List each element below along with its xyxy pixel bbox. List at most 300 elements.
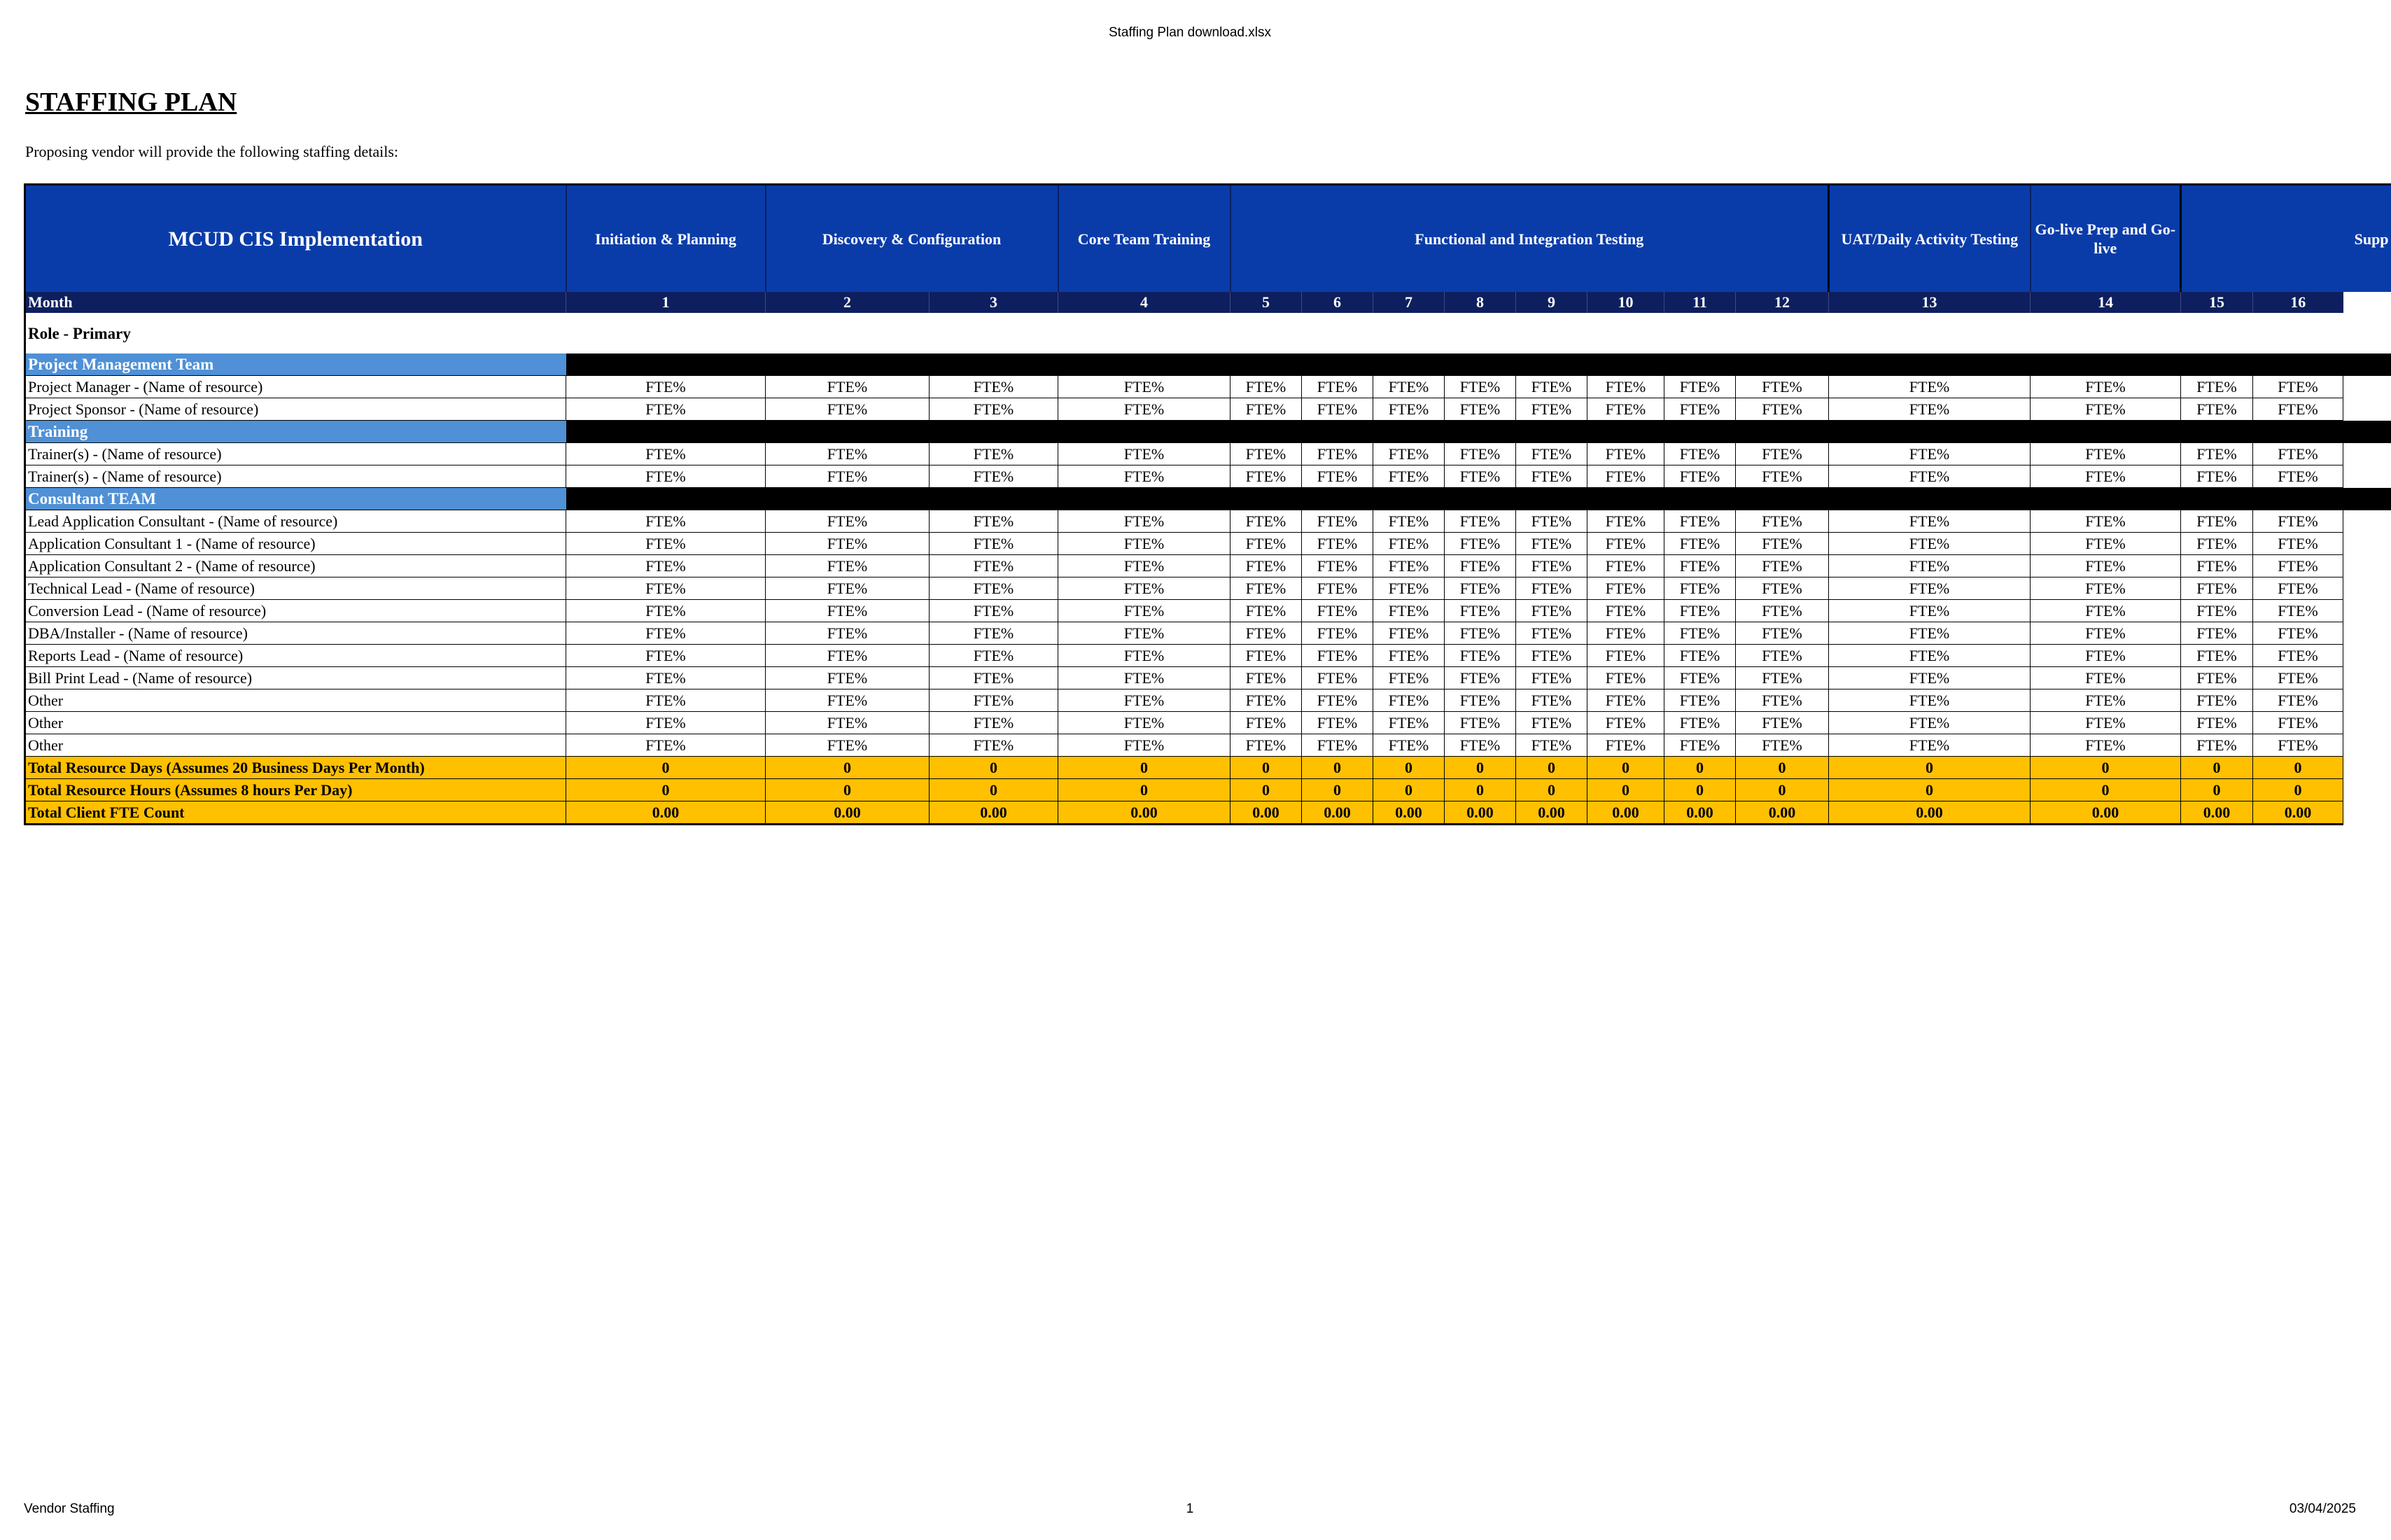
fte-cell[interactable]: FTE%	[2253, 734, 2343, 757]
fte-cell[interactable]: FTE%	[1829, 555, 2031, 578]
fte-cell[interactable]: FTE%	[1058, 555, 1230, 578]
fte-cell[interactable]: FTE%	[566, 690, 766, 712]
fte-cell[interactable]: FTE%	[2031, 376, 2181, 398]
fte-cell[interactable]: FTE%	[2031, 622, 2181, 645]
fte-cell[interactable]: FTE%	[1664, 578, 1736, 600]
fte-cell[interactable]: FTE%	[1058, 376, 1230, 398]
fte-cell[interactable]: FTE%	[566, 645, 766, 667]
fte-cell[interactable]: FTE%	[930, 398, 1058, 421]
fte-cell[interactable]: FTE%	[2253, 667, 2343, 690]
fte-cell[interactable]: FTE%	[1445, 622, 1516, 645]
role-name[interactable]: Application Consultant 1 - (Name of resource)	[25, 533, 566, 555]
fte-cell[interactable]: FTE%	[2031, 667, 2181, 690]
fte-cell[interactable]: FTE%	[1587, 555, 1664, 578]
fte-cell[interactable]: FTE%	[930, 600, 1058, 622]
fte-cell[interactable]: FTE%	[1373, 712, 1445, 734]
fte-cell[interactable]: FTE%	[930, 465, 1058, 488]
fte-cell[interactable]: FTE%	[1516, 533, 1587, 555]
table-row	[25, 690, 2391, 712]
fte-cell[interactable]: FTE%	[766, 533, 930, 555]
fte-cell[interactable]: FTE%	[1516, 600, 1587, 622]
fte-cell[interactable]: FTE%	[2253, 533, 2343, 555]
fte-cell[interactable]: FTE%	[1736, 443, 1829, 465]
total-value: 0	[566, 757, 766, 779]
fte-cell[interactable]: FTE%	[1516, 712, 1587, 734]
total-value: 0	[1664, 757, 1736, 779]
fte-cell[interactable]: FTE%	[2181, 398, 2253, 421]
month-16: 16	[2253, 292, 2343, 313]
fte-cell[interactable]: FTE%	[1664, 600, 1736, 622]
total-value: 0	[1230, 779, 1302, 802]
total-value: 0	[1058, 757, 1230, 779]
fte-cell[interactable]: FTE%	[1058, 443, 1230, 465]
total-value: 0	[1373, 757, 1445, 779]
fte-cell[interactable]: FTE%	[1664, 712, 1736, 734]
fte-cell[interactable]: FTE%	[1230, 398, 1302, 421]
fte-cell[interactable]: FTE%	[566, 555, 766, 578]
month-4: 4	[1058, 292, 1230, 313]
role-name[interactable]: Trainer(s) - (Name of resource)	[25, 443, 566, 465]
fte-cell[interactable]: FTE%	[930, 510, 1058, 533]
fte-cell[interactable]: FTE%	[2031, 734, 2181, 757]
fte-cell[interactable]: FTE%	[1516, 443, 1587, 465]
fte-cell[interactable]: FTE%	[2253, 555, 2343, 578]
fte-cell[interactable]: FTE%	[1230, 555, 1302, 578]
fte-cell[interactable]: FTE%	[1445, 555, 1516, 578]
fte-cell[interactable]: FTE%	[2253, 712, 2343, 734]
fte-cell[interactable]: FTE%	[1058, 712, 1230, 734]
fte-cell[interactable]: FTE%	[1829, 690, 2031, 712]
month-7: 7	[1373, 292, 1445, 313]
fte-cell[interactable]: FTE%	[2031, 533, 2181, 555]
fte-cell[interactable]: FTE%	[1302, 712, 1373, 734]
fte-cell[interactable]: FTE%	[930, 712, 1058, 734]
fte-cell[interactable]: FTE%	[1373, 555, 1445, 578]
fte-cell[interactable]: FTE%	[1736, 622, 1829, 645]
role-name[interactable]: Other	[25, 712, 566, 734]
fte-cell[interactable]: FTE%	[766, 622, 930, 645]
role-name[interactable]: Project Manager - (Name of resource)	[25, 376, 566, 398]
fte-cell[interactable]: FTE%	[1664, 690, 1736, 712]
total-value: 0.00	[1058, 802, 1230, 825]
total-value: 0	[1058, 779, 1230, 802]
fte-cell[interactable]: FTE%	[2181, 510, 2253, 533]
total-label: Total Resource Days (Assumes 20 Business Days Per Month)	[25, 757, 566, 779]
fte-cell[interactable]: FTE%	[1516, 734, 1587, 757]
month-12: 12	[1736, 292, 1829, 313]
fte-cell[interactable]: FTE%	[566, 510, 766, 533]
fte-cell[interactable]: FTE%	[2181, 443, 2253, 465]
fte-cell[interactable]: FTE%	[1058, 465, 1230, 488]
fte-cell[interactable]: FTE%	[1516, 376, 1587, 398]
month-5: 5	[1230, 292, 1302, 313]
role-name[interactable]: Project Sponsor - (Name of resource)	[25, 398, 566, 421]
role-name[interactable]: Conversion Lead - (Name of resource)	[25, 600, 566, 622]
role-name[interactable]: Lead Application Consultant - (Name of resource)	[25, 510, 566, 533]
fte-cell[interactable]: FTE%	[1664, 734, 1736, 757]
fte-cell[interactable]: FTE%	[2181, 734, 2253, 757]
fte-cell[interactable]: FTE%	[766, 712, 930, 734]
fte-cell[interactable]: FTE%	[2031, 398, 2181, 421]
row-spacer	[2343, 398, 2391, 421]
fte-cell[interactable]: FTE%	[2253, 690, 2343, 712]
fte-cell[interactable]: FTE%	[2031, 510, 2181, 533]
fte-cell[interactable]: FTE%	[1373, 734, 1445, 757]
fte-cell[interactable]: FTE%	[1736, 578, 1829, 600]
fte-cell[interactable]: FTE%	[2031, 578, 2181, 600]
phase-initiation-planning: Initiation & Planning	[566, 185, 766, 293]
row-spacer	[2343, 600, 2391, 622]
fte-cell[interactable]: FTE%	[1302, 690, 1373, 712]
fte-cell[interactable]: FTE%	[1664, 465, 1736, 488]
role-name[interactable]: Application Consultant 2 - (Name of resource)	[25, 555, 566, 578]
fte-cell[interactable]: FTE%	[1445, 376, 1516, 398]
month-row-spacer	[2343, 292, 2391, 313]
fte-cell[interactable]: FTE%	[2253, 465, 2343, 488]
page-title: STAFFING PLAN	[25, 88, 237, 117]
fte-cell[interactable]: FTE%	[1302, 465, 1373, 488]
staffing-table-container	[24, 183, 2389, 883]
total-value: 0.00	[1445, 802, 1516, 825]
fte-cell[interactable]: FTE%	[1302, 645, 1373, 667]
fte-cell[interactable]: FTE%	[2181, 712, 2253, 734]
fte-cell[interactable]: FTE%	[566, 376, 766, 398]
fte-cell[interactable]: FTE%	[1373, 465, 1445, 488]
fte-cell[interactable]: FTE%	[2031, 690, 2181, 712]
fte-cell[interactable]: FTE%	[1230, 376, 1302, 398]
fte-cell[interactable]: FTE%	[1302, 533, 1373, 555]
fte-cell[interactable]: FTE%	[1445, 398, 1516, 421]
fte-cell[interactable]: FTE%	[566, 667, 766, 690]
fte-cell[interactable]: FTE%	[1736, 712, 1829, 734]
month-3: 3	[930, 292, 1058, 313]
fte-cell[interactable]: FTE%	[566, 465, 766, 488]
fte-cell[interactable]: FTE%	[1587, 465, 1664, 488]
fte-cell[interactable]: FTE%	[1829, 533, 2031, 555]
fte-cell[interactable]: FTE%	[1230, 667, 1302, 690]
fte-cell[interactable]: FTE%	[1587, 600, 1664, 622]
fte-cell[interactable]: FTE%	[1664, 398, 1736, 421]
fte-cell[interactable]: FTE%	[1302, 555, 1373, 578]
fte-cell[interactable]: FTE%	[1373, 376, 1445, 398]
fte-cell[interactable]: FTE%	[1516, 622, 1587, 645]
fte-cell[interactable]: FTE%	[1587, 533, 1664, 555]
fte-cell[interactable]: FTE%	[766, 398, 930, 421]
fte-cell[interactable]: FTE%	[766, 734, 930, 757]
fte-cell[interactable]: FTE%	[1445, 712, 1516, 734]
fte-cell[interactable]: FTE%	[1664, 555, 1736, 578]
fte-cell[interactable]: FTE%	[1587, 510, 1664, 533]
fte-cell[interactable]: FTE%	[2253, 578, 2343, 600]
fte-cell[interactable]: FTE%	[766, 376, 930, 398]
project-title: MCUD CIS Implementation	[25, 185, 566, 293]
fte-cell[interactable]: FTE%	[1587, 690, 1664, 712]
fte-cell[interactable]: FTE%	[1736, 398, 1829, 421]
fte-cell[interactable]: FTE%	[1736, 690, 1829, 712]
fte-cell[interactable]: FTE%	[2181, 465, 2253, 488]
fte-cell[interactable]: FTE%	[566, 600, 766, 622]
fte-cell[interactable]: FTE%	[1664, 376, 1736, 398]
fte-cell[interactable]: FTE%	[1058, 734, 1230, 757]
fte-cell[interactable]: FTE%	[1829, 443, 2031, 465]
fte-cell[interactable]: FTE%	[1373, 578, 1445, 600]
fte-cell[interactable]: FTE%	[930, 533, 1058, 555]
fte-cell[interactable]: FTE%	[1587, 734, 1664, 757]
row-spacer	[2343, 443, 2391, 465]
fte-cell[interactable]: FTE%	[930, 443, 1058, 465]
fte-cell[interactable]: FTE%	[1230, 734, 1302, 757]
total-value: 0	[1736, 779, 1829, 802]
role-name[interactable]: Other	[25, 690, 566, 712]
fte-cell[interactable]: FTE%	[1516, 578, 1587, 600]
fte-cell[interactable]: FTE%	[2181, 578, 2253, 600]
role-name[interactable]: Bill Print Lead - (Name of resource)	[25, 667, 566, 690]
fte-cell[interactable]: FTE%	[766, 510, 930, 533]
fte-cell[interactable]: FTE%	[1302, 734, 1373, 757]
fte-cell[interactable]: FTE%	[1664, 443, 1736, 465]
fte-cell[interactable]: FTE%	[1230, 712, 1302, 734]
fte-cell[interactable]: FTE%	[1736, 645, 1829, 667]
fte-cell[interactable]: FTE%	[1445, 578, 1516, 600]
fte-cell[interactable]: FTE%	[1664, 510, 1736, 533]
fte-cell[interactable]: FTE%	[1516, 667, 1587, 690]
fte-cell[interactable]: FTE%	[1230, 465, 1302, 488]
fte-cell[interactable]: FTE%	[930, 734, 1058, 757]
fte-cell[interactable]: FTE%	[1445, 533, 1516, 555]
fte-cell[interactable]: FTE%	[2181, 555, 2253, 578]
section-bar	[566, 488, 2391, 510]
fte-cell[interactable]: FTE%	[2253, 510, 2343, 533]
fte-cell[interactable]: FTE%	[1516, 398, 1587, 421]
fte-cell[interactable]: FTE%	[1736, 555, 1829, 578]
fte-cell[interactable]: FTE%	[1516, 645, 1587, 667]
table-row	[25, 465, 2391, 488]
fte-cell[interactable]: FTE%	[1373, 645, 1445, 667]
fte-cell[interactable]: FTE%	[1445, 600, 1516, 622]
fte-cell[interactable]: FTE%	[930, 690, 1058, 712]
fte-cell[interactable]: FTE%	[1664, 533, 1736, 555]
fte-cell[interactable]: FTE%	[1587, 398, 1664, 421]
fte-cell[interactable]: FTE%	[1445, 443, 1516, 465]
fte-cell[interactable]: FTE%	[930, 667, 1058, 690]
fte-cell[interactable]: FTE%	[566, 443, 766, 465]
fte-cell[interactable]: FTE%	[2181, 376, 2253, 398]
staffing-table	[24, 183, 2391, 825]
fte-cell[interactable]: FTE%	[1302, 510, 1373, 533]
fte-cell[interactable]: FTE%	[1736, 734, 1829, 757]
fte-cell[interactable]: FTE%	[1230, 578, 1302, 600]
fte-cell[interactable]: FTE%	[1058, 622, 1230, 645]
fte-cell[interactable]: FTE%	[1445, 734, 1516, 757]
fte-cell[interactable]: FTE%	[1445, 510, 1516, 533]
fte-cell[interactable]: FTE%	[1373, 510, 1445, 533]
role-name[interactable]: Trainer(s) - (Name of resource)	[25, 465, 566, 488]
fte-cell[interactable]: FTE%	[1373, 667, 1445, 690]
fte-cell[interactable]: FTE%	[566, 622, 766, 645]
fte-cell[interactable]: FTE%	[2181, 622, 2253, 645]
fte-cell[interactable]: FTE%	[566, 578, 766, 600]
fte-cell[interactable]: FTE%	[1302, 667, 1373, 690]
total-row	[25, 757, 2391, 779]
total-value: 0.00	[1516, 802, 1587, 825]
fte-cell[interactable]: FTE%	[1445, 690, 1516, 712]
fte-cell[interactable]: FTE%	[2253, 376, 2343, 398]
fte-cell[interactable]: FTE%	[1736, 533, 1829, 555]
fte-cell[interactable]: FTE%	[1829, 510, 2031, 533]
fte-cell[interactable]: FTE%	[2031, 555, 2181, 578]
fte-cell[interactable]: FTE%	[766, 465, 930, 488]
fte-cell[interactable]: FTE%	[766, 690, 930, 712]
fte-cell[interactable]: FTE%	[1736, 465, 1829, 488]
fte-cell[interactable]: FTE%	[1664, 667, 1736, 690]
fte-cell[interactable]: FTE%	[930, 376, 1058, 398]
phase-uat-testing: UAT/Daily Activity Testing	[1829, 185, 2031, 293]
fte-cell[interactable]: FTE%	[2181, 645, 2253, 667]
fte-cell[interactable]: FTE%	[930, 622, 1058, 645]
fte-cell[interactable]: FTE%	[2181, 600, 2253, 622]
fte-cell[interactable]: FTE%	[2031, 443, 2181, 465]
fte-cell[interactable]: FTE%	[2253, 600, 2343, 622]
total-value: 0	[1516, 757, 1587, 779]
fte-cell[interactable]: FTE%	[2253, 622, 2343, 645]
fte-cell[interactable]: FTE%	[1516, 555, 1587, 578]
fte-cell[interactable]: FTE%	[1587, 645, 1664, 667]
fte-cell[interactable]: FTE%	[2181, 533, 2253, 555]
fte-cell[interactable]: FTE%	[766, 600, 930, 622]
fte-cell[interactable]: FTE%	[1302, 578, 1373, 600]
fte-cell[interactable]: FTE%	[1302, 376, 1373, 398]
fte-cell[interactable]: FTE%	[2253, 645, 2343, 667]
fte-cell[interactable]: FTE%	[1829, 376, 2031, 398]
fte-cell[interactable]: FTE%	[1516, 465, 1587, 488]
fte-cell[interactable]: FTE%	[1829, 622, 2031, 645]
phase-go-live: Go-live Prep and Go-live	[2031, 185, 2181, 293]
fte-cell[interactable]: FTE%	[2031, 465, 2181, 488]
fte-cell[interactable]: FTE%	[566, 712, 766, 734]
role-name[interactable]: Other	[25, 734, 566, 757]
fte-cell[interactable]: FTE%	[1058, 398, 1230, 421]
fte-cell[interactable]: FTE%	[1587, 622, 1664, 645]
fte-cell[interactable]: FTE%	[930, 555, 1058, 578]
fte-cell[interactable]: FTE%	[1373, 398, 1445, 421]
month-13: 13	[1829, 292, 2031, 313]
fte-cell[interactable]: FTE%	[1230, 533, 1302, 555]
fte-cell[interactable]: FTE%	[1829, 465, 2031, 488]
fte-cell[interactable]: FTE%	[1302, 443, 1373, 465]
fte-cell[interactable]: FTE%	[1829, 734, 2031, 757]
fte-cell[interactable]: FTE%	[1058, 600, 1230, 622]
fte-cell[interactable]: FTE%	[1373, 533, 1445, 555]
fte-cell[interactable]: FTE%	[566, 734, 766, 757]
role-name[interactable]: DBA/Installer - (Name of resource)	[25, 622, 566, 645]
role-row	[25, 313, 2391, 354]
fte-cell[interactable]: FTE%	[1230, 690, 1302, 712]
footer-date: 03/04/2025	[2289, 1502, 2356, 1516]
fte-cell[interactable]: FTE%	[1445, 645, 1516, 667]
fte-cell[interactable]: FTE%	[2253, 398, 2343, 421]
fte-cell[interactable]: FTE%	[1445, 465, 1516, 488]
fte-cell[interactable]: FTE%	[1587, 376, 1664, 398]
fte-cell[interactable]: FTE%	[1516, 690, 1587, 712]
fte-cell[interactable]: FTE%	[1302, 600, 1373, 622]
fte-cell[interactable]: FTE%	[1736, 667, 1829, 690]
total-value: 0	[1587, 757, 1664, 779]
fte-cell[interactable]: FTE%	[1829, 645, 2031, 667]
fte-cell[interactable]: FTE%	[1373, 690, 1445, 712]
section-label: Training	[25, 421, 566, 443]
fte-cell[interactable]: FTE%	[566, 533, 766, 555]
fte-cell[interactable]: FTE%	[2031, 600, 2181, 622]
fte-cell[interactable]: FTE%	[930, 578, 1058, 600]
fte-cell[interactable]: FTE%	[1058, 510, 1230, 533]
total-value: 0	[930, 779, 1058, 802]
fte-cell[interactable]: FTE%	[2181, 690, 2253, 712]
fte-cell[interactable]: FTE%	[1587, 667, 1664, 690]
fte-cell[interactable]: FTE%	[1736, 376, 1829, 398]
fte-cell[interactable]: FTE%	[1373, 600, 1445, 622]
fte-cell[interactable]: FTE%	[1587, 443, 1664, 465]
fte-cell[interactable]: FTE%	[1058, 578, 1230, 600]
total-value: 0	[1516, 779, 1587, 802]
fte-cell[interactable]: FTE%	[1664, 622, 1736, 645]
fte-cell[interactable]: FTE%	[2031, 645, 2181, 667]
fte-cell[interactable]: FTE%	[1058, 533, 1230, 555]
fte-cell[interactable]: FTE%	[1373, 443, 1445, 465]
fte-cell[interactable]: FTE%	[1587, 578, 1664, 600]
total-value: 0	[1587, 779, 1664, 802]
total-value: 0	[1373, 779, 1445, 802]
fte-cell[interactable]: FTE%	[566, 398, 766, 421]
fte-cell[interactable]: FTE%	[1230, 600, 1302, 622]
fte-cell[interactable]: FTE%	[1829, 398, 2031, 421]
fte-cell[interactable]: FTE%	[766, 667, 930, 690]
fte-cell[interactable]: FTE%	[1302, 398, 1373, 421]
fte-cell[interactable]: FTE%	[1373, 622, 1445, 645]
fte-cell[interactable]: FTE%	[930, 645, 1058, 667]
fte-cell[interactable]: FTE%	[1058, 690, 1230, 712]
fte-cell[interactable]: FTE%	[1664, 645, 1736, 667]
fte-cell[interactable]: FTE%	[766, 555, 930, 578]
fte-cell[interactable]: FTE%	[1058, 645, 1230, 667]
total-value: 0	[2253, 757, 2343, 779]
fte-cell[interactable]: FTE%	[2181, 667, 2253, 690]
fte-cell[interactable]: FTE%	[1736, 600, 1829, 622]
fte-cell[interactable]: FTE%	[1230, 510, 1302, 533]
fte-cell[interactable]: FTE%	[2253, 443, 2343, 465]
fte-cell[interactable]: FTE%	[1829, 712, 2031, 734]
fte-cell[interactable]: FTE%	[1445, 667, 1516, 690]
fte-cell[interactable]: FTE%	[1829, 667, 2031, 690]
fte-cell[interactable]: FTE%	[2031, 712, 2181, 734]
fte-cell[interactable]: FTE%	[1829, 600, 2031, 622]
fte-cell[interactable]: FTE%	[766, 645, 930, 667]
fte-cell[interactable]: FTE%	[1516, 510, 1587, 533]
row-spacer	[2343, 376, 2391, 398]
role-name[interactable]: Reports Lead - (Name of resource)	[25, 645, 566, 667]
fte-cell[interactable]: FTE%	[1230, 622, 1302, 645]
fte-cell[interactable]: FTE%	[1829, 578, 2031, 600]
fte-cell[interactable]: FTE%	[1736, 510, 1829, 533]
fte-cell[interactable]: FTE%	[1230, 443, 1302, 465]
fte-cell[interactable]: FTE%	[1587, 712, 1664, 734]
fte-cell[interactable]: FTE%	[1058, 667, 1230, 690]
fte-cell[interactable]: FTE%	[766, 443, 930, 465]
role-name[interactable]: Technical Lead - (Name of resource)	[25, 578, 566, 600]
total-value: 0	[1302, 779, 1373, 802]
fte-cell[interactable]: FTE%	[1302, 622, 1373, 645]
fte-cell[interactable]: FTE%	[766, 578, 930, 600]
fte-cell[interactable]: FTE%	[1230, 645, 1302, 667]
